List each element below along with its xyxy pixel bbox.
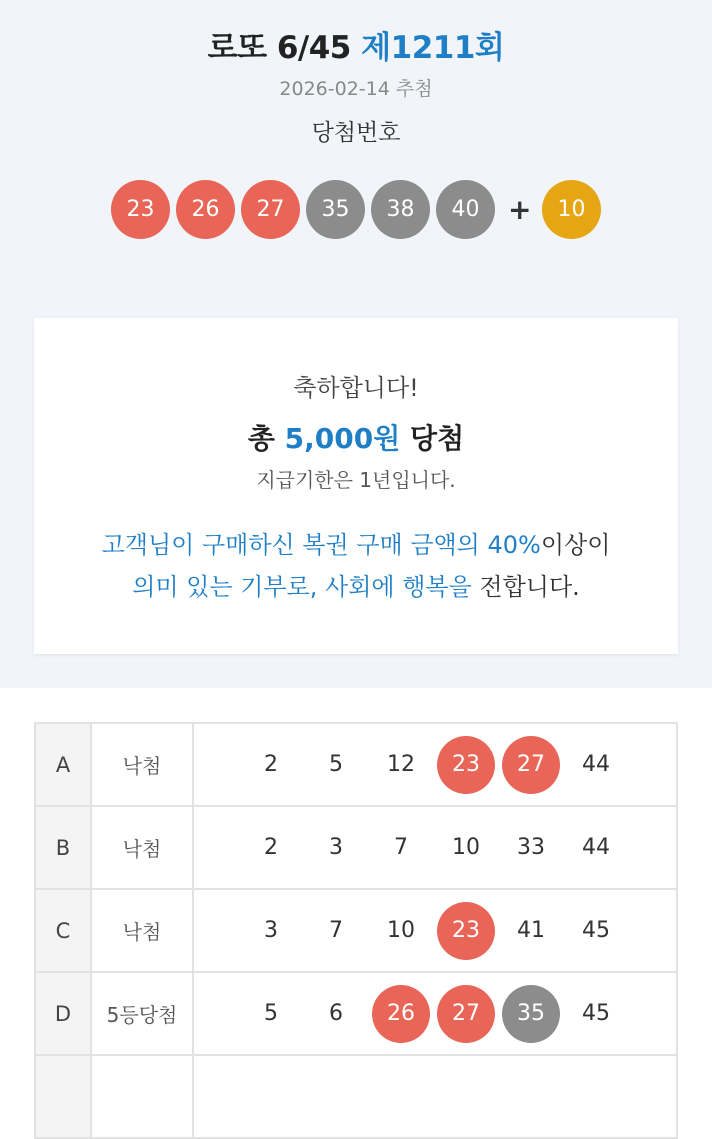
table-row — [35, 806, 677, 889]
donation-message-blue: 의미 있는 기부로, 사회에 행복을 — [132, 573, 472, 601]
bonus-ball: 10 — [542, 180, 601, 239]
round-number: 제1211회 — [361, 30, 505, 66]
ticket-result: 낙첨 — [91, 723, 193, 806]
ticket-number-matched: 23 — [437, 902, 495, 960]
table-row — [35, 723, 677, 806]
ticket-number: 2 — [264, 752, 278, 777]
payment-deadline: 지급기한은 1년입니다. — [256, 468, 456, 492]
plus-icon: + — [508, 193, 532, 226]
ticket-number: 7 — [394, 835, 408, 860]
winning-ball: 40 — [436, 180, 495, 239]
ticket-number: 7 — [329, 918, 343, 943]
donation-message-line1 — [34, 525, 678, 560]
total-amount: 5,000원 — [284, 422, 401, 455]
donation-message-blue: 고객님이 구매하신 복권 구매 금액의 40% — [101, 531, 541, 559]
ticket-number: 2 — [264, 835, 278, 860]
ticket-number: 3 — [264, 918, 278, 943]
ticket-numbers — [193, 1055, 677, 1138]
ticket-number: 44 — [582, 835, 610, 860]
ticket-number: 44 — [582, 752, 610, 777]
ticket-number-matched: 27 — [437, 985, 495, 1043]
congrats-text: 축하합니다! — [293, 374, 419, 402]
ticket-slot: B — [35, 806, 91, 889]
game-title: 로또 6/45 — [207, 30, 351, 66]
ticket-slot: D — [35, 972, 91, 1055]
table-row — [35, 889, 677, 972]
ticket-number: 5 — [264, 1001, 278, 1026]
ticket-result: 낙첨 — [91, 889, 193, 972]
ticket-number-matched: 23 — [437, 736, 495, 794]
ticket-number-matched: 27 — [502, 736, 560, 794]
winning-ball: 23 — [111, 180, 170, 239]
winning-ball: 26 — [176, 180, 235, 239]
winning-ball: 27 — [241, 180, 300, 239]
total-suffix: 당첨 — [410, 422, 465, 455]
ticket-number-matched: 26 — [372, 985, 430, 1043]
ticket-number: 5 — [329, 752, 343, 777]
ticket-number-matched: 35 — [502, 985, 560, 1043]
ticket-number: 45 — [582, 918, 610, 943]
donation-message-dark: 이상이 — [540, 531, 611, 559]
winning-numbers — [0, 180, 712, 240]
ticket-results-table — [34, 722, 678, 1139]
total-prefix: 총 — [247, 422, 275, 455]
ticket-numbers — [193, 723, 677, 806]
total-prize — [34, 417, 678, 457]
winning-ball: 38 — [371, 180, 430, 239]
table-row — [35, 972, 677, 1055]
donation-message-line2 — [34, 567, 678, 602]
ticket-slot — [35, 1055, 91, 1138]
ticket-number: 41 — [517, 918, 545, 943]
table-row — [35, 1055, 677, 1138]
ticket-result — [91, 1055, 193, 1138]
ticket-result: 낙첨 — [91, 806, 193, 889]
ticket-result: 5등당첨 — [91, 972, 193, 1055]
winning-numbers-label: 당첨번호 — [311, 120, 401, 146]
ticket-number: 10 — [387, 918, 415, 943]
ticket-number: 3 — [329, 835, 343, 860]
ticket-number: 6 — [329, 1001, 343, 1026]
ticket-number: 10 — [452, 835, 480, 860]
ticket-slot: A — [35, 723, 91, 806]
draw-date: 2026-02-14 추첨 — [279, 78, 433, 100]
winning-ball: 35 — [306, 180, 365, 239]
ticket-numbers — [193, 889, 677, 972]
prize-result-card — [34, 318, 678, 654]
ticket-numbers — [193, 806, 677, 889]
ticket-number: 12 — [387, 752, 415, 777]
ticket-number: 33 — [517, 835, 545, 860]
ticket-number: 45 — [582, 1001, 610, 1026]
ticket-slot: C — [35, 889, 91, 972]
donation-message-dark: 전합니다. — [479, 573, 580, 601]
page-title — [0, 22, 712, 67]
ticket-numbers — [193, 972, 677, 1055]
